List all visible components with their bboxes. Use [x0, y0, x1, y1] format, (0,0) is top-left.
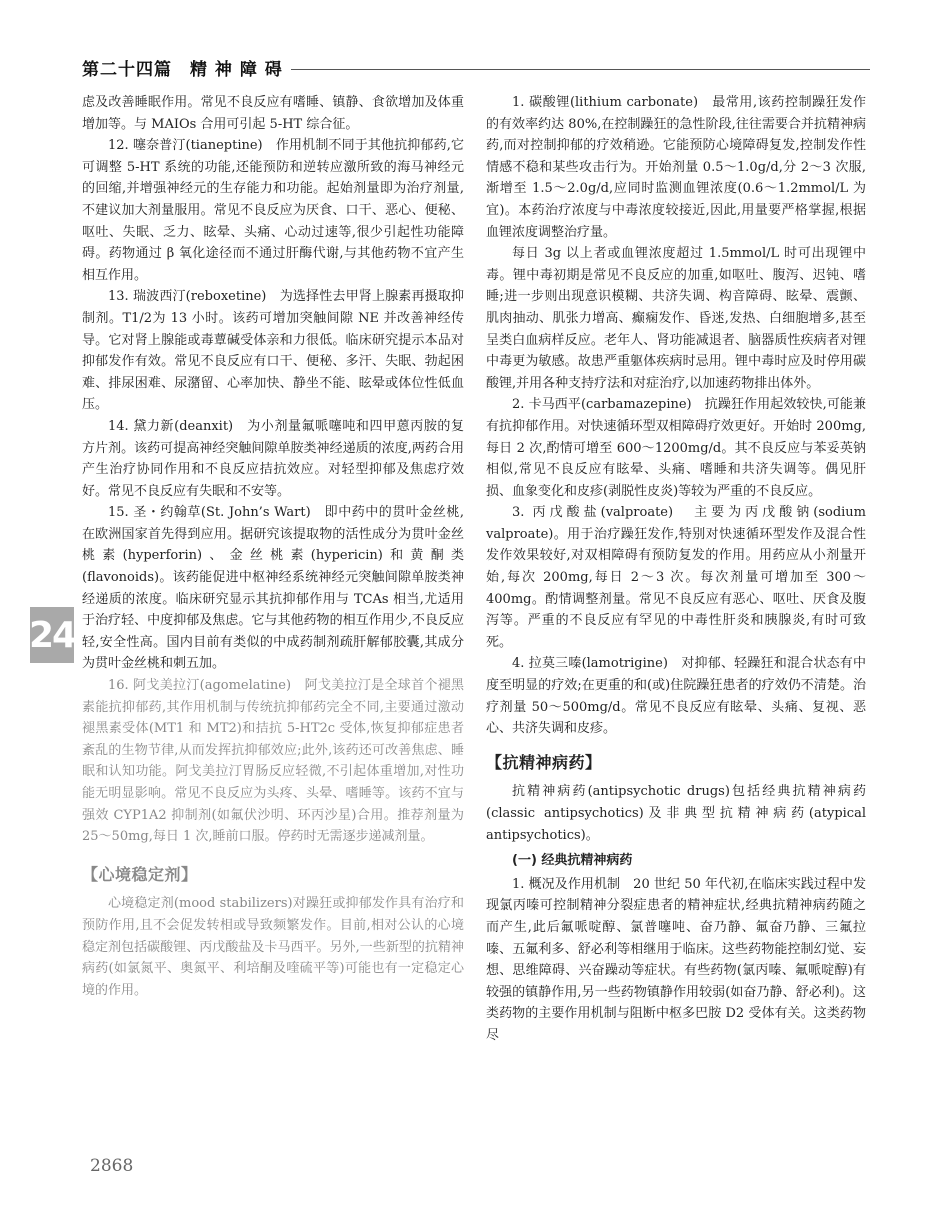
header-rule: [291, 69, 870, 70]
page-number: 2868: [90, 1156, 134, 1176]
paragraph: 抗精神病药(antipsychotic drugs)包括经典抗精神病药(classic antipsychotics)及非典型抗精神病药(atypical antipsychotics)。: [486, 784, 866, 843]
section-heading: 【心境稳定剂】: [82, 864, 198, 884]
paragraph: 13. 瑞波西汀(reboxetine) 为选择性去甲肾上腺素再摄取抑制剂。T1/2为 13 小时。该药可增加突触间隙 NE 并改善神经传导。它对肾上腺能或毒蕈碱受体亲和力很低。临床研究提示本品对抑郁发作有效。常见不良反应有口干、便秘、多汗、失眠、勃起困难、排尿困难、尿潴留、心率加快、静坐不能、眩晕或体位性低血压。: [82, 289, 464, 413]
section-heading: 【抗精神病药】: [486, 752, 602, 772]
paragraph: 虑及改善睡眠作用。常见不良反应有嗜睡、镇静、食欲增加及体重增加等。与 MAIOs 合用可引起 5-HT 综合征。: [82, 95, 464, 132]
paragraph: 14. 黛力新(deanxit) 为小剂量氟哌噻吨和四甲蒽丙胺的复方片剂。该药可提高神经突触间隙单胺类神经递质的浓度,两药合用产生治疗协同作用和不良反应拮抗效应。对轻型抑郁及焦虑疗效好。常见不良反应有失眠和不安等。: [82, 418, 464, 499]
paragraph: 每日 3g 以上者或血锂浓度超过 1.5mmol/L 时可出现锂中毒。锂中毒初期是常见不良反应的加重,如呕吐、腹泻、迟钝、嗜睡;进一步则出现意识模糊、共济失调、构音障碍、眩晕、震颤、肌肉抽动、肌张力增高、癫痫发作、昏迷,发热、白细胞增多,甚至呈类白血病样反应。老年人、肾功能减退者、脑器质性疾病者对锂中毒更为敏感。故患严重躯体疾病时忌用。锂中毒时应及时停用碳酸锂,并用各种支持疗法和对症治疗,以加速药物排出体外。: [486, 246, 866, 391]
chapter-tab: 24: [30, 607, 74, 663]
subsection-heading: (一) 经典抗精神病药: [512, 853, 633, 869]
right-column: [486, 92, 866, 1047]
paragraph: 15. 圣・约翰草(St. John’s Wart) 即中药中的贯叶金丝桃,在欧洲国家首先得到应用。据研究该提取物的活性成分为贯叶金丝桃素(hyperforin)、金丝桃素(hypericin)和黄酮类(flavonoids)。该药能促进中枢神经系统神经元突触间隙单胺类神经递质的浓度。临床研究显示其抗抑郁作用与 TCAs 相当,尤适用于治疗轻、中度抑郁及焦虑。它与其他药物的相互作用少,不良反应轻,安全性高。国内目前有类似的中成药制剂疏肝解郁胶囊,其成分为贯叶金丝桃和刺五加。: [82, 505, 464, 672]
page-header: [82, 52, 870, 82]
paragraph: 12. 噻奈普汀(tianeptine) 作用机制不同于其他抗抑郁药,它可调整 5-HT 系统的功能,还能预防和逆转应激所致的海马神经元的回缩,并增强神经元的生存能力和功能。起始剂量即为治疗剂量,不建议加大剂量服用。常见不良反应为厌食、口干、恶心、便秘、呕吐、失眠、乏力、眩晕、头痛、心动过速等,很少引起性功能障碍。药物通过 β 氧化途径而不通过肝酶代谢,与其他药物不宜产生相互作用。: [82, 138, 464, 283]
paragraph: 4. 拉莫三嗪(lamotrigine) 对抑郁、轻躁狂和混合状态有中度至明显的疗效;在更重的和(或)住院躁狂患者的疗效仍不清楚。治疗剂量 50～500mg/d。常见不良反应有眩晕、头痛、复视、恶心、共济失调和皮疹。: [486, 656, 866, 737]
paragraph: 心境稳定剂(mood stabilizers)对躁狂或抑郁发作具有治疗和预防作用,且不会促发转相或导致频繁发作。目前,相对公认的心境稳定剂包括碳酸锂、丙戊酸盐及卡马西平。另外,一些新型的抗精神病药(如氯氮平、奥氮平、利培酮及喹硫平等)可能也有一定稳定心境的作用。: [82, 896, 464, 998]
paragraph: 3. 丙戊酸盐(valproate) 主要为丙戊酸钠(sodium valproate)。用于治疗躁狂发作,特别对快速循环型发作及混合性发作效果较好,对双相障碍有预防复发的作用。用药应从小剂量开始,每次 200mg,每日 2～3 次。每次剂量可增加至 300～400mg。酌情调整剂量。常见不良反应有恶心、呕吐、厌食及腹泻等。严重的不良反应有罕见的中毒性肝炎和胰腺炎,有时可致死。: [486, 505, 866, 650]
paragraph: 1. 概况及作用机制 20 世纪 50 年代初,在临床实践过程中发现氯丙嗪可控制精神分裂症患者的精神症状,经典抗精神病药随之而产生,此后氟哌啶醇、氯普噻吨、奋乃静、氟奋乃静、三氟拉嗪、五氟利多、舒必利等相继用于临床。这些药物能控制幻觉、妄想、思维障碍、兴奋躁动等症状。有些药物(氯丙嗪、氟哌啶醇)有较强的镇静作用,另一些药物镇静作用较弱(如奋乃静、舒必利)。这类药物的主要作用机制与阻断中枢多巴胺 D2 受体有关。这类药物尽: [486, 876, 866, 1043]
part-title: 第二十四篇 精 神 障 碍: [82, 59, 283, 80]
paragraph: 2. 卡马西平(carbamazepine) 抗躁狂作用起效较快,可能兼有抗抑郁作用。对快速循环型双相障碍疗效更好。开始时 200mg,每日 2 次,酌情可增至 600～1200mg/d。其不良反应与苯妥英钠相似,常见不良反应有眩晕、头痛、嗜睡和共济失调等。偶见肝损、血象变化和皮疹(剥脱性皮炎)等较为严重的不良反应。: [486, 397, 866, 499]
paragraph: 16. 阿戈美拉汀(agomelatine) 阿戈美拉汀是全球首个褪黑素能抗抑郁药,其作用机制与传统抗抑郁药完全不同,主要通过激动褪黑素受体(MT1 和 MT2)和拮抗 5-HT2c 受体,恢复抑郁症患者紊乱的生物节律,从而发挥抗抑郁效应;此外,该药还可改善焦虑、睡眠和认知功能。阿戈美拉汀胃肠反应轻微,不引起体重增加,对性功能无明显影响。常见不良反应为头疼、头晕、嗜睡等。该药不宜与强效 CYP1A2 抑制剂(如氟伏沙明、环丙沙星)合用。推荐剂量为 25～50mg,每日 1 次,睡前口服。停药时无需逐步递减剂量。: [82, 678, 464, 845]
paragraph: 1. 碳酸锂(lithium carbonate) 最常用,该药控制躁狂发作的有效率约达 80%,在控制躁狂的急性阶段,往往需要合并抗精神病药,而对控制抑郁的疗效稍逊。它能预防心境障碍复发,控制发作性情感不稳和某些攻击行为。开始剂量 0.5～1.0g/d,分 2～3 次服,渐增至 1.5～2.0g/d,应同时监测血锂浓度(0.6～1.2mmol/L 为宜)。本药治疗浓度与中毒浓度较接近,因此,用量要严格掌握,根据血锂浓度调整治疗量。: [486, 95, 866, 240]
left-column: [82, 92, 464, 1001]
